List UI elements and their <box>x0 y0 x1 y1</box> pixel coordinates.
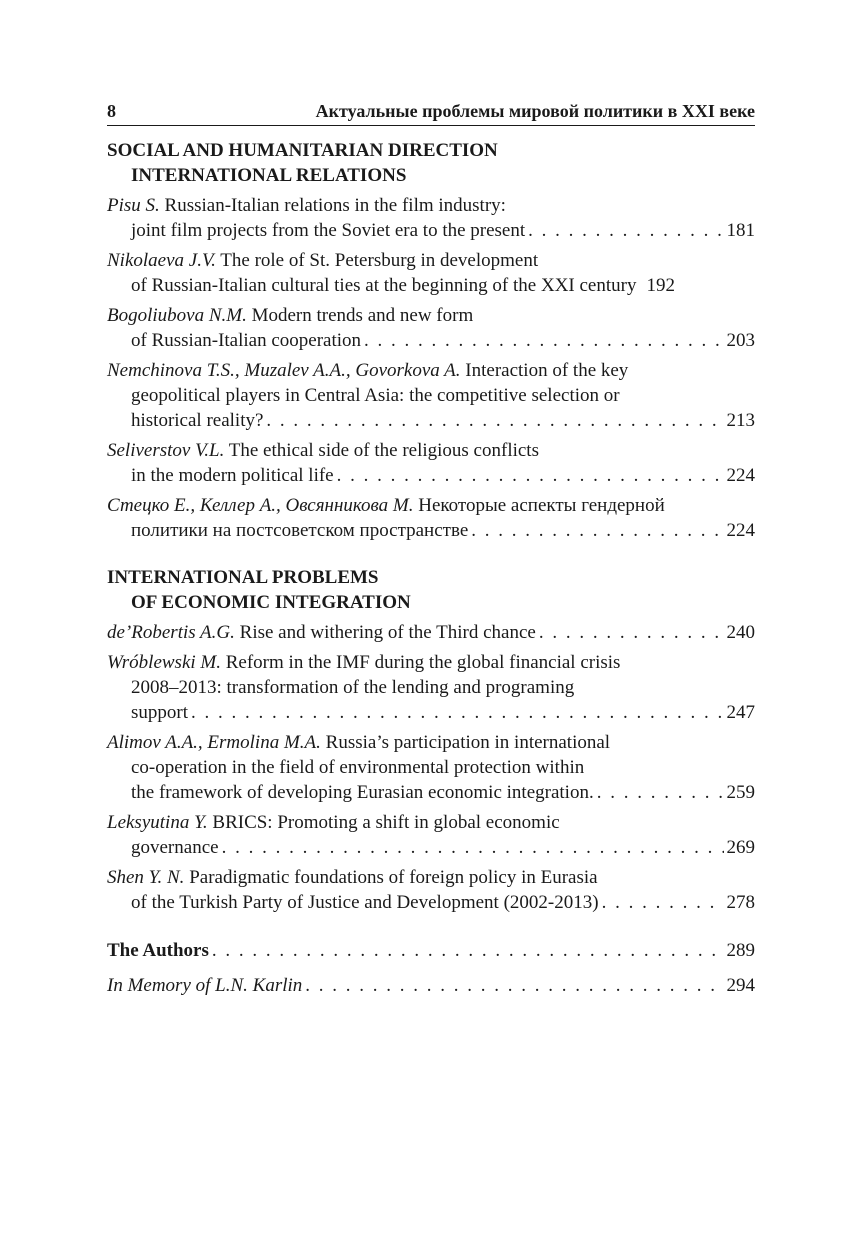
leader-dots <box>191 700 724 725</box>
entry-title-line: 2008–2013: transformation of the lending and programing <box>131 677 575 698</box>
section-title-line: OF ECONOMIC INTEGRATION <box>131 592 411 613</box>
leader-dots <box>528 218 723 243</box>
entry-page: 181 <box>726 220 755 241</box>
running-header <box>107 100 755 126</box>
entry-title-line: политики на постсоветском пространстве <box>131 520 469 541</box>
entry-title-line: The ethical side of the religious conflicts <box>224 440 539 461</box>
toc-entry <box>107 493 755 543</box>
entry-author: Shen Y. N. <box>107 867 185 888</box>
entry-author: Pisu S. <box>107 195 160 216</box>
leader-dots <box>266 408 723 433</box>
entry-page: 224 <box>726 520 755 541</box>
toc-entry <box>107 303 755 353</box>
page-number: 8 <box>107 101 116 121</box>
entry-page: 240 <box>726 622 755 643</box>
entry-title-line: the framework of developing Eurasian economic integration. <box>131 782 594 803</box>
section-title-social <box>107 138 755 188</box>
entry-title-line: Modern trends and new form <box>246 305 474 326</box>
entry-page: 269 <box>726 837 755 858</box>
entry-title-line: Некоторые аспекты гендерной <box>413 495 665 516</box>
toc-entry <box>107 358 755 433</box>
toc-entry <box>107 810 755 860</box>
entry-title-line: Paradigmatic foundations of foreign policy in Eurasia <box>184 867 598 888</box>
section-title-line: INTERNATIONAL PROBLEMS <box>107 567 379 588</box>
entry-author: Стецко Е., Келлер А., Овсянникова М. <box>107 495 414 516</box>
entry-title-line: The Authors <box>107 940 209 961</box>
toc-entry <box>107 193 755 243</box>
entry-author: Nemchinova T.S., Muzalev A.A., Govorkova A. <box>107 360 461 381</box>
entry-title-line: support <box>131 702 188 723</box>
entry-author: Leksyutina Y. <box>107 812 208 833</box>
toc-entry <box>107 248 755 298</box>
entry-title-line: Russia’s participation in international <box>320 732 611 753</box>
leader-dots <box>471 518 723 543</box>
entry-title-line: Interaction of the key <box>460 360 629 381</box>
leader-dots <box>305 973 723 998</box>
toc-entry <box>107 865 755 915</box>
toc-entry <box>107 438 755 488</box>
entry-title-line: Russian-Italian relations in the film industry: <box>159 195 506 216</box>
entry-author: Wróblewski M. <box>107 652 221 673</box>
entry-page: 289 <box>726 940 755 961</box>
toc-entry <box>107 730 755 805</box>
entry-title-line: joint film projects from the Soviet era to the present <box>131 220 526 241</box>
entry-page: 213 <box>726 410 755 431</box>
entry-title-line: of the Turkish Party of Justice and Development (2002-2013) <box>131 892 599 913</box>
toc-entry-authors <box>107 938 755 963</box>
leader-dots <box>222 835 724 860</box>
entry-page: 203 <box>726 330 755 351</box>
toc-entry <box>107 650 755 725</box>
entry-title-line: Reform in the IMF during the global financial crisis <box>221 652 621 673</box>
entry-author: de’Robertis A.G. <box>107 622 235 643</box>
section-title-economic <box>107 565 755 615</box>
running-title: Актуальные проблемы мировой политики в XXI веке <box>315 101 755 121</box>
entry-title-line: of Russian-Italian cultural ties at the beginning of the XXI century <box>131 275 637 296</box>
toc-entry <box>107 620 755 645</box>
section-title-line: INTERNATIONAL RELATIONS <box>131 165 407 186</box>
entry-page: 294 <box>726 975 755 996</box>
entry-title-line: historical reality? <box>131 410 264 431</box>
entry-title-line: governance <box>131 837 219 858</box>
entry-title-line: of Russian-Italian cooperation <box>131 330 362 351</box>
leader-dots <box>364 328 723 353</box>
entry-title-line: geopolitical players in Central Asia: the competitive selection or <box>131 385 620 406</box>
entry-title-line: BRICS: Promoting a shift in global economic <box>207 812 560 833</box>
entry-page: 259 <box>726 782 755 803</box>
leader-dots <box>597 780 724 805</box>
entry-title-line: The role of St. Petersburg in development <box>215 250 539 271</box>
leader-dots <box>337 463 724 488</box>
toc-entry-memory <box>107 973 755 998</box>
entry-author: Alimov A.A., Ermolina M.A. <box>107 732 321 753</box>
entry-page: 247 <box>726 702 755 723</box>
toc-page <box>107 100 755 998</box>
entry-page: 192 <box>646 275 675 296</box>
entry-title-line: co-operation in the field of environmental protection within <box>131 757 585 778</box>
entry-page: 224 <box>726 465 755 486</box>
entry-title-line: Rise and withering of the Third chance <box>234 622 536 643</box>
section-title-line: SOCIAL AND HUMANITARIAN DIRECTION <box>107 140 498 161</box>
entry-title-line: in the modern political life <box>131 465 334 486</box>
entry-title-line: In Memory of L.N. Karlin <box>107 975 303 996</box>
entry-author: Bogoliubova N.M. <box>107 305 247 326</box>
entry-author: Nikolaeva J.V. <box>107 250 216 271</box>
leader-dots <box>212 938 724 963</box>
leader-dots <box>602 890 724 915</box>
entry-author: Seliverstov V.L. <box>107 440 225 461</box>
entry-page: 278 <box>726 892 755 913</box>
leader-dots <box>539 620 724 645</box>
